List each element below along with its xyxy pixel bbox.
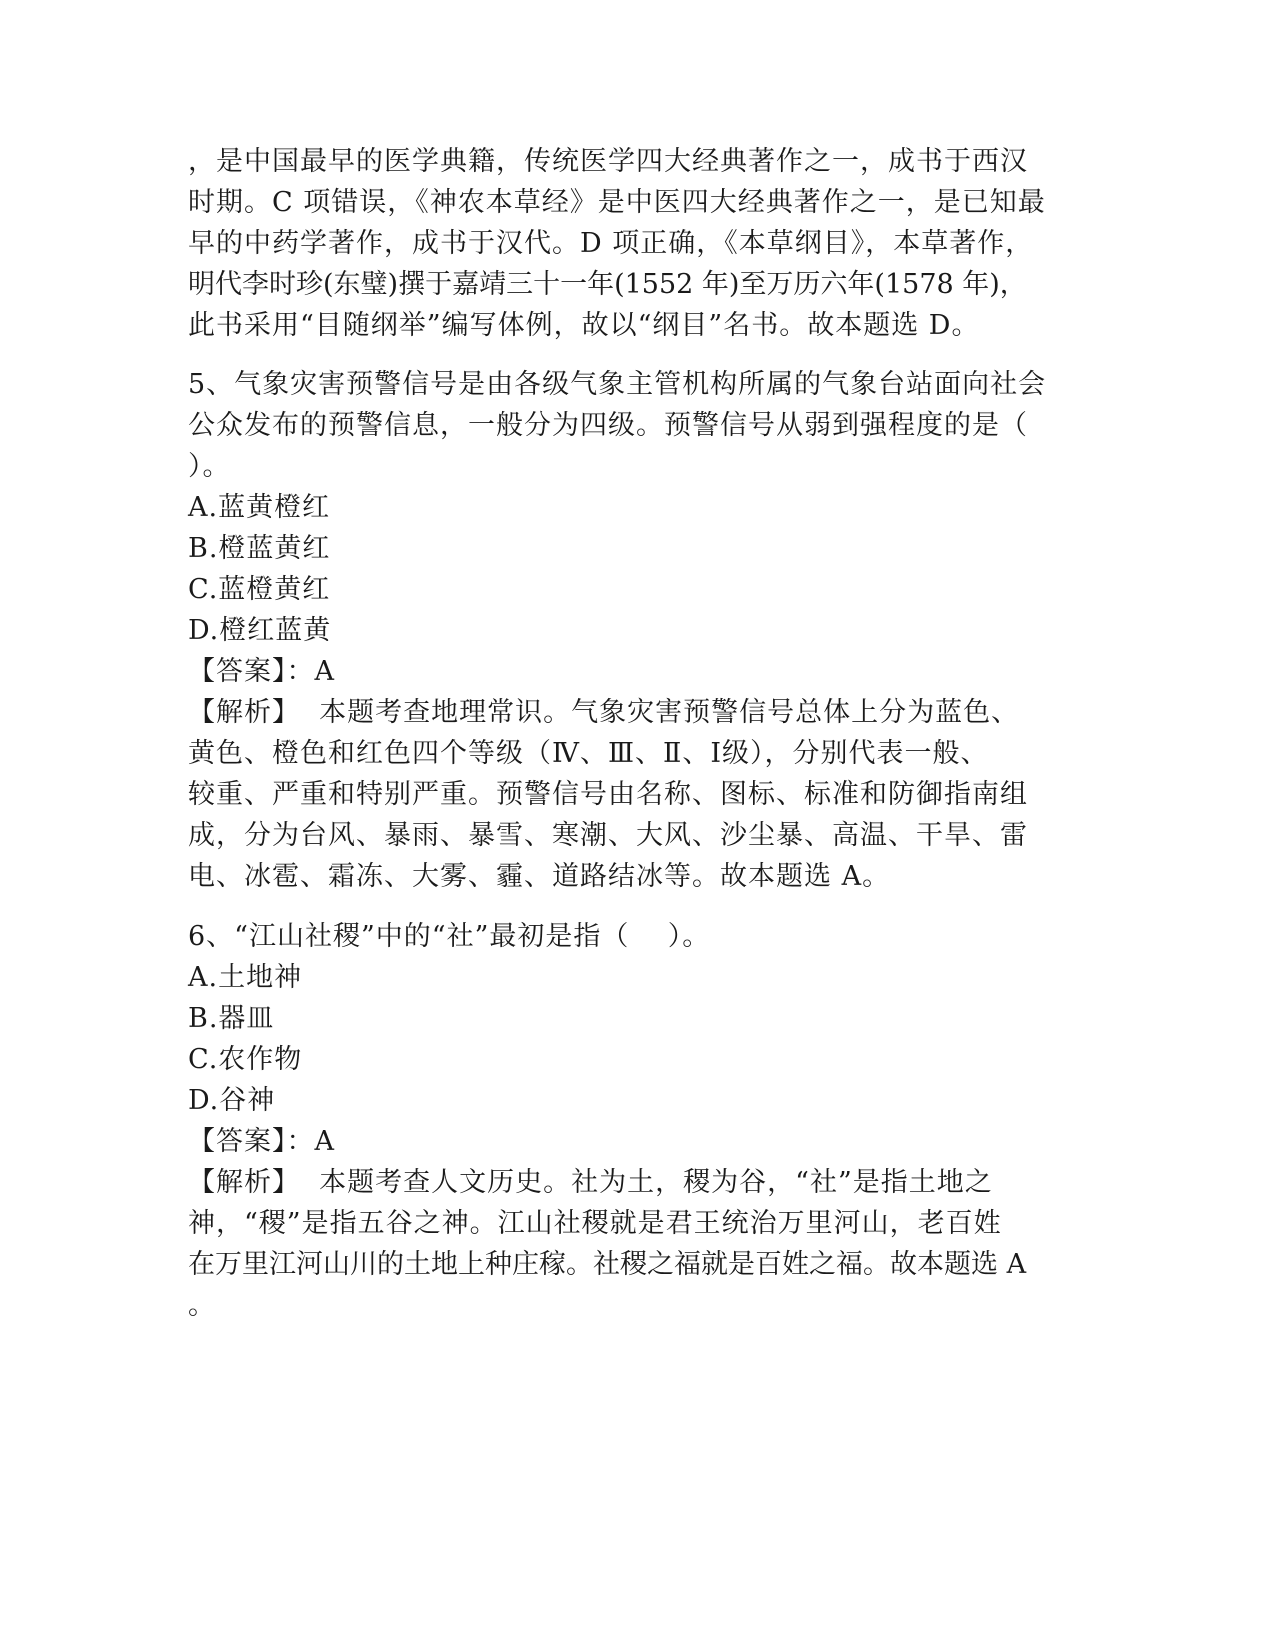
q5-option-d: D.橙红蓝黄 <box>188 615 332 646</box>
q6-option-b: B.器皿 <box>188 1003 275 1034</box>
q5-option-c: C.蓝橙黄红 <box>188 574 331 605</box>
q6-analysis-line-2: 神，“稷”是指五谷之神。江山社稷就是君王统治万里河山，老百姓 <box>188 1208 1002 1239</box>
q6-option-c: C.农作物 <box>188 1044 303 1075</box>
q6-analysis-line-1: 【解析】 本题考查人文历史。社为土，稷为谷，“社”是指土地之 <box>188 1167 993 1198</box>
continuation-line-5: 此书采用“目随纲举”编写体例，故以“纲目”名书。故本题选 D。 <box>188 310 980 341</box>
q5-option-a: A.蓝黄橙红 <box>188 492 331 523</box>
q6-analysis-line-4: 。 <box>188 1290 216 1321</box>
q5-stem-line-3: ）。 <box>188 451 231 482</box>
q5-analysis-line-1: 【解析】 本题考查地理常识。气象灾害预警信号总体上分为蓝色、 <box>188 697 1020 728</box>
q5-analysis-line-4: 成，分为台风、暴雨、暴雪、寒潮、大风、沙尘暴、高温、干旱、雷 <box>188 820 1028 851</box>
continuation-line-1: ，是中国最早的医学典籍，传统医学四大经典著作之一，成书于西汉 <box>188 146 1028 177</box>
q6-option-d: D.谷神 <box>188 1085 276 1116</box>
continuation-line-4: 明代李时珍(东璧)撰于嘉靖三十一年(1552 年)至万历六年(1578 年)， <box>188 269 1027 300</box>
q6-stem: 6、“江山社稷”中的“社”最初是指（ ）。 <box>188 921 711 952</box>
q5-analysis-line-2: 黄色、橙色和红色四个等级（Ⅳ、Ⅲ、Ⅱ、Ⅰ级），分别代表一般、 <box>188 738 989 769</box>
q5-analysis-line-5: 电、冰雹、霜冻、大雾、霾、道路结冰等。故本题选 A。 <box>188 861 891 892</box>
q5-stem-line-2: 公众发布的预警信息，一般分为四级。预警信号从弱到强程度的是（ <box>188 410 1028 441</box>
q5-stem-line-1: 5、气象灾害预警信号是由各级气象主管机构所属的气象台站面向社会 <box>188 369 1047 400</box>
q5-option-b: B.橙蓝黄红 <box>188 533 331 564</box>
q5-analysis-line-3: 较重、严重和特别严重。预警信号由名称、图标、标准和防御指南组 <box>188 779 1028 810</box>
q6-answer: 【答案】：A <box>188 1126 335 1157</box>
continuation-line-3: 早的中药学著作，成书于汉代。D 项正确，《本草纲目》，本草著作， <box>188 228 1034 259</box>
continuation-line-2: 时期。C 项错误，《神农本草经》是中医四大经典著作之一，是已知最 <box>188 187 1046 218</box>
q6-option-a: A.土地神 <box>188 962 303 993</box>
q5-answer: 【答案】：A <box>188 656 335 687</box>
q6-analysis-line-3: 在万里江河山川的土地上种庄稼。社稷之福就是百姓之福。故本题选 A <box>188 1249 1027 1280</box>
